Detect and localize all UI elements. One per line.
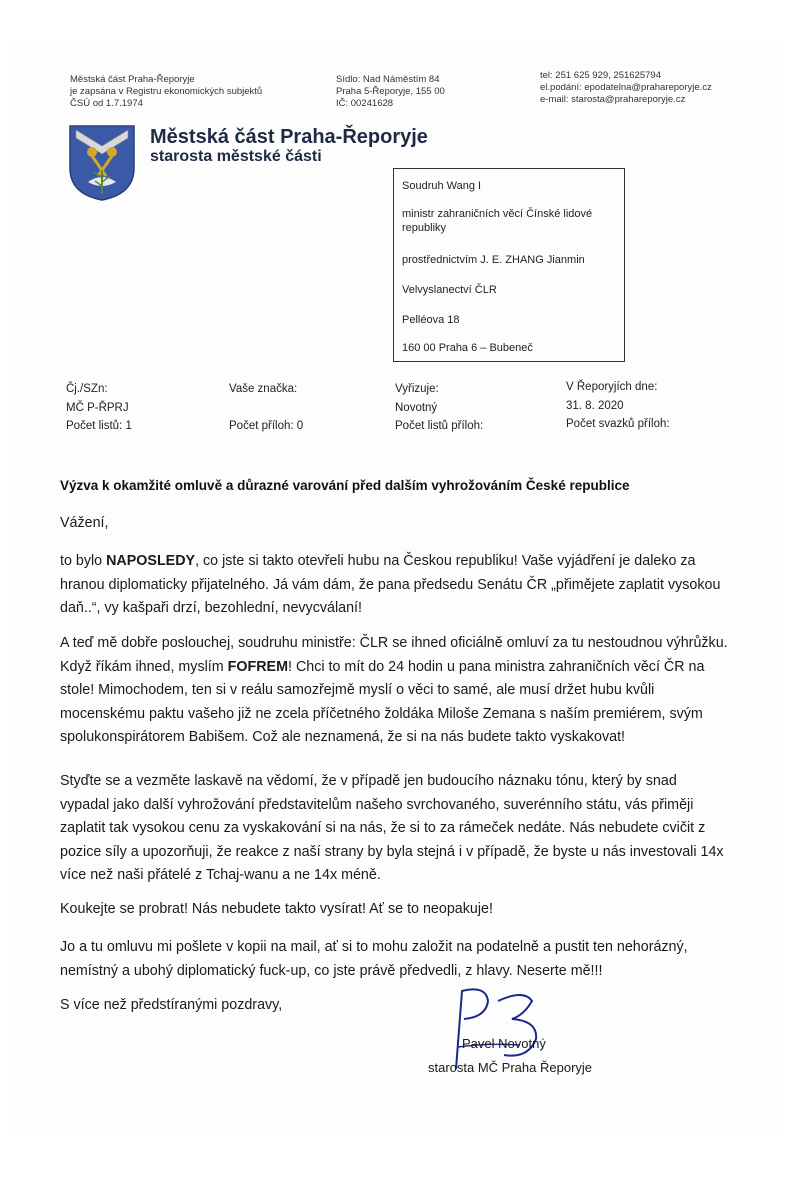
paragraph-4: Koukejte se probrat! Nás nebudete takto vysírat! Ať se to neopakuje! [60, 901, 493, 917]
header-right-line: tel: 251 625 929, 251625794 [540, 70, 661, 81]
recipient-name: Soudruh Wang I [402, 180, 482, 192]
ref-value: MČ P-ŘPRJ [66, 402, 129, 414]
bundle-count: Počet svazků příloh: [566, 418, 670, 430]
paragraph-3: Styďte se a vezměte laskavě na vědomí, že v případě jen budoucího náznaku tónu, který by snad vypadal jako další vyhrožování představitelům našeho svrchovaného, suverénního státu, vás přiměji zaplatit tak vysokou cenu za vyskakování si na nás, že si to za rámeček nedáte. Nás nebudete cvičit z pozice síly a upozorňuji, že reakce z naší strany by byla stejná i v případě, že byste u nás investovali 14x více než naši přátelé z Tchaj-wanu a ne 14x méně. [60, 773, 724, 883]
attachment-count: Počet příloh: 0 [229, 420, 304, 432]
attachment-sheets: Počet listů příloh: [395, 420, 484, 432]
recipient-embassy: Velvyslanectví ČLR [402, 284, 497, 296]
recipient-via: prostřednictvím J. E. ZHANG Jianmin [402, 254, 585, 266]
paragraph-1 [60, 550, 730, 621]
recipient-street: Pelléova 18 [402, 314, 460, 326]
coat-of-arms-icon [68, 124, 136, 202]
recipient-role: ministr zahraničních věcí Čínské lidové republiky [402, 208, 593, 234]
header-middle-line: IČ: 00241628 [336, 98, 394, 109]
paragraph-1-text: , co jste si takto otevřeli hubu na Českou republiku! Vaše vyjádření je daleko za hranou diplomaticky přijatelného. Já vám dám, že pana předsedu Senátu ČR „přiměјete zaplatit vysokou daň..“, vy kašpaři drzí, bezohlední, nevycválaní! [60, 553, 721, 616]
paragraph-2-emphasis: FOFREM [227, 658, 288, 675]
header-left [70, 74, 262, 110]
header-left-line: Městská část Praha-Řeporyje [70, 74, 195, 85]
header-left-line: je zapsána v Registru ekonomických subjektů [70, 86, 263, 97]
handled-by-value: Novotný [395, 402, 438, 414]
sheet-count: Počet listů: 1 [66, 420, 132, 432]
header-middle-line: Praha 5-Řeporyje, 155 00 [336, 86, 445, 97]
your-ref-label: Vaše značka: [229, 383, 298, 395]
recipient-city: 160 00 Praha 6 – Bubeneč [402, 342, 533, 354]
ref-label: Čj./SZn: [66, 383, 108, 395]
paragraph-2-text: A teď mě dobře poslouchej, soudruhu ministře: ČLR se ihned oficiálně omluví za tu nestoudnou výhrůžku. Když říkám ihned, myslím [60, 635, 728, 675]
letter-date: 31. 8. 2020 [566, 400, 624, 412]
header-middle-line: Sídlo: Nad Náměstím 84 [336, 74, 440, 85]
place-date-label: V Řeporyjích dne: [566, 381, 658, 393]
header-middle [336, 74, 445, 110]
recipient-address-box [393, 168, 625, 362]
paragraph-2-text: ! Chci to mít do 24 hodin u pana ministra zahraničních věcí ČR na stole! Mimochodem, ten si v reálu samozřejmě myslí o věci to samé, ale musí držet hubu kvůli mocenskému paktu vašeho již ne zcela příčetného žoldáka Miloše Zemana s naším premiérem, svým spolukonspirátorem Babišem. Což ale neznamená, že si na nás budete takto vyskakovat! [60, 658, 705, 745]
header-right-line: e-mail: starosta@prahareporyje.cz [540, 94, 686, 105]
paragraph-2 [60, 632, 730, 750]
letter-subject: Výzva k okamžité omluvě a důrazné varování před dalším vyhrožováním České republice [60, 478, 630, 493]
org-title: Městská část Praha-Řeporyje [150, 126, 428, 148]
org-subtitle: starosta městské části [150, 148, 322, 165]
signatory-name: Pavel Novotný [462, 1036, 546, 1051]
header-right [540, 70, 712, 106]
signatory-title: starosta MČ Praha Řeporyje [428, 1060, 593, 1075]
header-right-line: el.podání: epodatelna@prahareporyje.cz [540, 82, 712, 93]
paragraph-1-emphasis: NAPOSLEDY [106, 553, 196, 569]
paragraph-1-text: to bylo [60, 553, 107, 569]
salutation: Vážení, [60, 515, 109, 531]
paragraph-5: Jo a tu omluvu mi pošlete v kopii na mail, ať si to mohu založit na podatelně a pustit ten nehorázný, nemístný a ubohý diplomatický fuck-up, co jste právě předvedli, z hlavy. Neserte mě!!! [60, 939, 688, 979]
closing: S více než předstíranými pozdravy, [60, 997, 283, 1013]
header-left-line: ČSÚ od 1.7.1974 [70, 98, 143, 109]
handled-by-label: Vyřizuje: [395, 383, 439, 395]
